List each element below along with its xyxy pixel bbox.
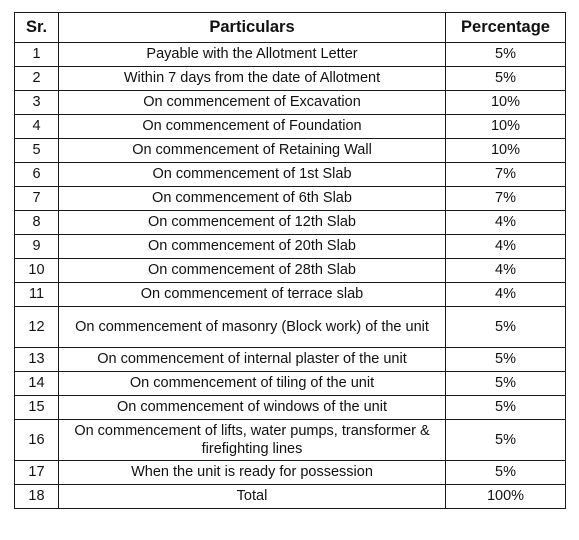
cell-particulars: On commencement of Excavation: [59, 91, 446, 115]
cell-sr: 5: [15, 139, 59, 163]
table-row: [15, 461, 566, 485]
cell-percentage: 4%: [446, 235, 566, 259]
cell-sr: 4: [15, 115, 59, 139]
cell-sr: 14: [15, 372, 59, 396]
cell-particulars: On commencement of 1st Slab: [59, 163, 446, 187]
table-row: [15, 163, 566, 187]
cell-percentage: 4%: [446, 259, 566, 283]
cell-particulars: On commencement of 28th Slab: [59, 259, 446, 283]
cell-particulars: Total: [59, 485, 446, 509]
cell-percentage: 5%: [446, 461, 566, 485]
cell-particulars: On commencement of windows of the unit: [59, 396, 446, 420]
cell-particulars: Within 7 days from the date of Allotment: [59, 67, 446, 91]
cell-percentage: 7%: [446, 187, 566, 211]
cell-percentage: 100%: [446, 485, 566, 509]
table-row: [15, 43, 566, 67]
cell-percentage: 5%: [446, 420, 566, 461]
cell-sr: 11: [15, 283, 59, 307]
cell-particulars: On commencement of masonry (Block work) of the unit: [59, 307, 446, 348]
table-row: [15, 187, 566, 211]
header-percentage: Percentage: [446, 13, 566, 43]
header-row: [15, 13, 566, 43]
cell-particulars: Payable with the Allotment Letter: [59, 43, 446, 67]
header-sr: Sr.: [15, 13, 59, 43]
header-particulars: Particulars: [59, 13, 446, 43]
cell-percentage: 5%: [446, 67, 566, 91]
cell-percentage: 4%: [446, 211, 566, 235]
table-row: [15, 115, 566, 139]
cell-percentage: 5%: [446, 43, 566, 67]
cell-particulars: On commencement of 6th Slab: [59, 187, 446, 211]
cell-sr: 8: [15, 211, 59, 235]
cell-particulars: On commencement of 12th Slab: [59, 211, 446, 235]
cell-percentage: 5%: [446, 307, 566, 348]
table-row: [15, 283, 566, 307]
cell-sr: 6: [15, 163, 59, 187]
table-row: [15, 235, 566, 259]
table-row: [15, 348, 566, 372]
cell-particulars: On commencement of terrace slab: [59, 283, 446, 307]
cell-sr: 1: [15, 43, 59, 67]
cell-percentage: 10%: [446, 115, 566, 139]
cell-percentage: 10%: [446, 91, 566, 115]
cell-percentage: 10%: [446, 139, 566, 163]
table-row-total: [15, 485, 566, 509]
payment-schedule-table: [14, 12, 566, 509]
table-row: [15, 211, 566, 235]
cell-particulars: On commencement of Foundation: [59, 115, 446, 139]
table-row: [15, 91, 566, 115]
cell-particulars: On commencement of Retaining Wall: [59, 139, 446, 163]
cell-particulars: On commencement of 20th Slab: [59, 235, 446, 259]
cell-sr: 7: [15, 187, 59, 211]
cell-sr: 9: [15, 235, 59, 259]
cell-percentage: 5%: [446, 396, 566, 420]
cell-sr: 13: [15, 348, 59, 372]
cell-sr: 10: [15, 259, 59, 283]
cell-sr: 12: [15, 307, 59, 348]
cell-percentage: 5%: [446, 372, 566, 396]
cell-sr: 2: [15, 67, 59, 91]
table-row: [15, 307, 566, 348]
cell-particulars: On commencement of internal plaster of the unit: [59, 348, 446, 372]
cell-sr: 15: [15, 396, 59, 420]
table-row: [15, 139, 566, 163]
cell-particulars: On commencement of lifts, water pumps, transformer & firefighting lines: [59, 420, 446, 461]
cell-percentage: 7%: [446, 163, 566, 187]
cell-particulars: On commencement of tiling of the unit: [59, 372, 446, 396]
table-row: [15, 259, 566, 283]
cell-sr: 16: [15, 420, 59, 461]
table-row: [15, 67, 566, 91]
cell-sr: 17: [15, 461, 59, 485]
cell-percentage: 5%: [446, 348, 566, 372]
cell-sr: 3: [15, 91, 59, 115]
cell-percentage: 4%: [446, 283, 566, 307]
table-row: [15, 396, 566, 420]
table-row: [15, 372, 566, 396]
cell-particulars: When the unit is ready for possession: [59, 461, 446, 485]
cell-sr: 18: [15, 485, 59, 509]
table-row: [15, 420, 566, 461]
